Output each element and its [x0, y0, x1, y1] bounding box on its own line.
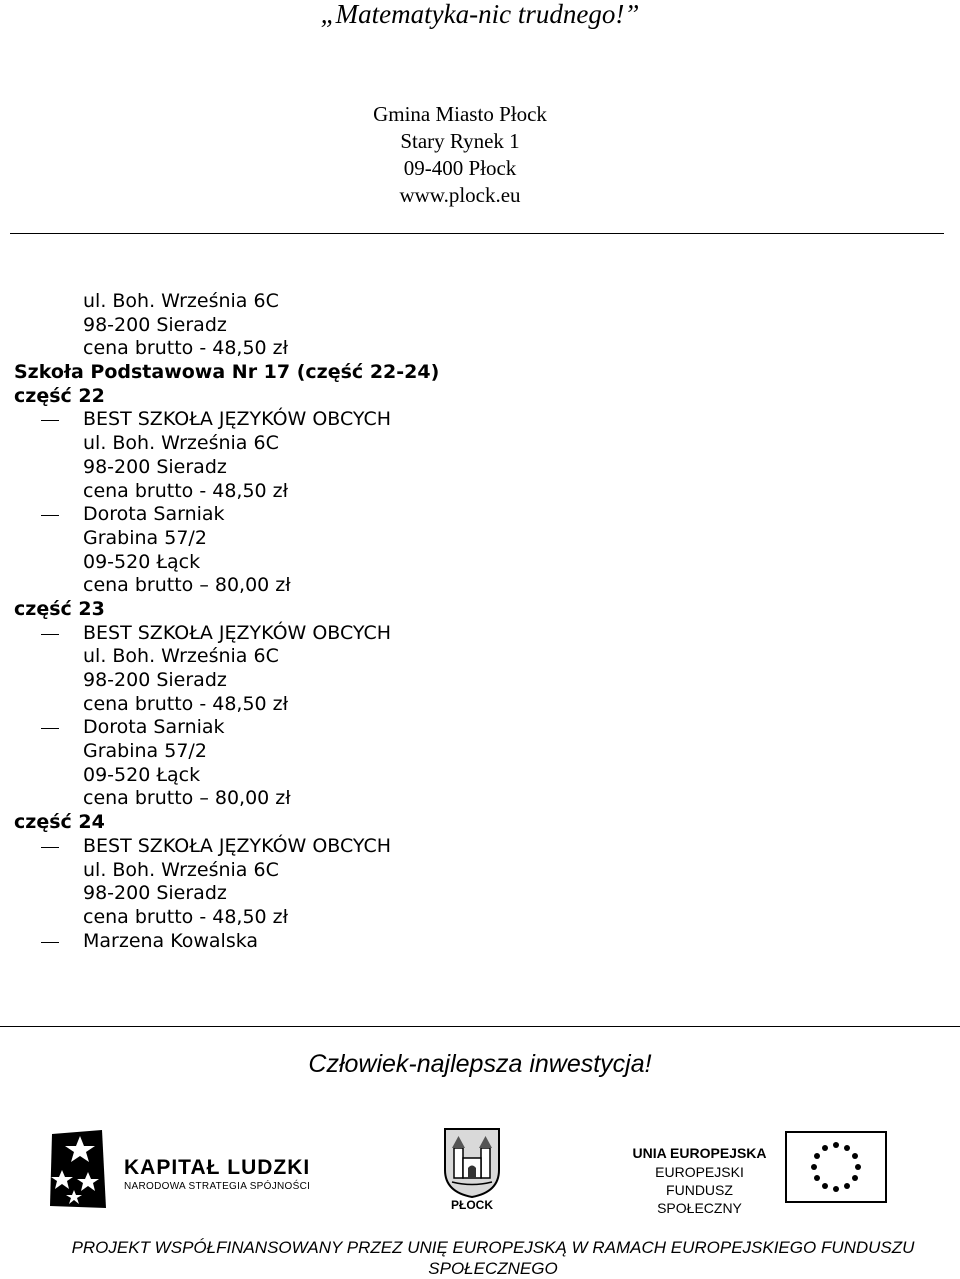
dash-bullet — [41, 515, 59, 516]
eu-subtitle: FUNDUSZ SPOŁECZNY — [657, 1182, 742, 1216]
vendor-name: BEST SZKOŁA JĘZYKÓW OBCYCH — [14, 835, 914, 859]
address-line: 09-400 Płock — [403, 156, 517, 180]
vendor-name: Dorota Sarniak — [14, 716, 914, 740]
dash-bullet — [41, 634, 59, 635]
tagline: Człowiek-najlepsza inwestycja! — [308, 1050, 652, 1078]
dash-bullet — [41, 728, 59, 729]
vendor-price: cena brutto – 80,00 zł — [83, 574, 291, 597]
logo-strip — [0, 1118, 960, 1228]
vendor-line: ul. Boh. Września 6C — [83, 858, 279, 881]
dash-bullet — [41, 847, 59, 848]
address-line: Gmina Miasto Płock — [373, 102, 547, 126]
vendor-line: 98-200 Sieradz — [83, 882, 227, 905]
eu-wordmark — [622, 1143, 777, 1217]
footer-line: PROJEKT WSPÓŁFINANSOWANY PRZEZ UNIĘ EUROPEJSKĄ W RAMACH EUROPEJSKIEGO FUNDUSZU — [71, 1238, 915, 1257]
address-line: Stary Rynek 1 — [400, 129, 520, 153]
vendor-line: Grabina 57/2 — [83, 740, 207, 763]
eu-subtitle: EUROPEJSKI — [655, 1164, 744, 1180]
document-motto: „Matematyka-nic trudnego!” — [320, 0, 640, 29]
part-label: część 22 — [14, 384, 105, 407]
funding-footer — [0, 1237, 960, 1279]
vendor-name: BEST SZKOŁA JĘZYKÓW OBCYCH — [14, 622, 914, 646]
kapital-ludzki-title: KAPITAŁ LUDZKI — [124, 1156, 311, 1179]
eu-title: UNIA EUROPEJSKA — [632, 1145, 767, 1161]
vendor-line: 98-200 Sieradz — [83, 455, 227, 478]
dash-bullet — [41, 942, 59, 943]
eu-flag-icon — [785, 1131, 887, 1203]
vendor-line: ul. Boh. Września 6C — [83, 645, 279, 668]
dash-bullet — [41, 420, 59, 421]
plock-name: PŁOCK — [451, 1198, 493, 1212]
vendor-line: ul. Boh. Września 6C — [83, 432, 279, 455]
body-line: cena brutto - 48,50 zł — [83, 337, 289, 360]
vendor-line: 98-200 Sieradz — [83, 669, 227, 691]
part-label: część 24 — [14, 811, 105, 834]
kapital-ludzki-logo-icon — [44, 1126, 114, 1211]
address-website: www.plock.eu — [399, 183, 521, 207]
municipality-address — [0, 101, 920, 209]
vendor-price: cena brutto - 48,50 zł — [83, 905, 289, 928]
vendor-name: BEST SZKOŁA JĘZYKÓW OBCYCH — [14, 408, 914, 432]
footer-divider — [0, 1026, 960, 1027]
body-line: 98-200 Sieradz — [83, 313, 227, 336]
vendor-price: cena brutto – 80,00 zł — [83, 787, 291, 810]
kapital-ludzki-subtitle: NARODOWA STRATEGIA SPÓJNOŚCI — [124, 1181, 311, 1192]
vendor-line: 09-520 Łąck — [83, 550, 201, 573]
plock-coat-of-arms-icon — [442, 1126, 502, 1198]
header-divider — [10, 233, 944, 234]
vendor-line: 09-520 Łąck — [83, 763, 201, 786]
vendor-line: Grabina 57/2 — [83, 526, 207, 549]
vendor-price: cena brutto - 48,50 zł — [83, 692, 289, 715]
vendor-price: cena brutto - 48,50 zł — [83, 479, 289, 502]
part-label: część 23 — [14, 597, 105, 620]
body-line: ul. Boh. Września 6C — [83, 290, 279, 312]
document-body — [14, 290, 914, 953]
vendor-name: Dorota Sarniak — [14, 503, 914, 527]
vendor-name: Marzena Kowalska — [14, 930, 914, 954]
school-heading: Szkoła Podstawowa Nr 17 (część 22-24) — [14, 361, 440, 384]
footer-line: SPOŁECZNEGO — [428, 1259, 558, 1278]
kapital-ludzki-wordmark — [124, 1156, 310, 1194]
